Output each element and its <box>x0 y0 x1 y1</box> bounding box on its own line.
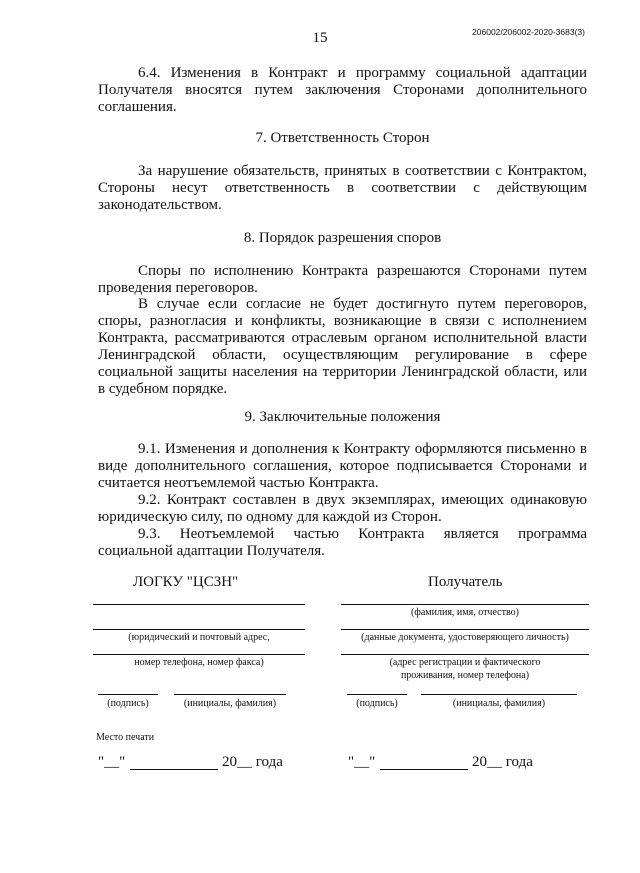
section-9-heading: 9. Заключительные положения <box>244 409 441 425</box>
agency-title: ЛОГКУ "ЦСЗН" <box>133 574 239 590</box>
clause-9-1: 9.1. Изменения и дополнения к Контракту оформляются письменно в виде дополнительного соглашения, которое подписывается Сторонами и считается неотъемлемой частью Контракта. <box>98 441 587 491</box>
recipient-document-line <box>341 629 589 630</box>
clause-8-2: В случае если согласие не будет достигнуто путем переговоров, споры, разногласия и конфликты, возникающие в связи с исполнением Контракта, рассматриваются отраслевым органом исполнительной власти Ленинградской области, осуществляющим регулирование в сфере социальной защиты населения на территории Ленинградской области, или в судебном порядке. <box>98 296 587 397</box>
recipient-date-year: 20__ года <box>472 754 533 770</box>
recipient-address-caption-1: (адрес регистрации и фактического <box>389 657 541 668</box>
agency-date-day: "__" <box>98 754 126 770</box>
agency-name-line <box>93 604 305 605</box>
section-8-heading: 8. Порядок разрешения споров <box>243 230 442 246</box>
agency-address-line <box>93 629 305 630</box>
agency-signature-caption: (подпись) <box>107 698 149 709</box>
agency-initials-caption: (инициалы, фамилия) <box>183 698 277 709</box>
clause-6-4: 6.4. Изменения в Контракт и программу социальной адаптации Получателя вносятся путем заключения Сторонами дополнительного соглашения. <box>98 65 587 115</box>
recipient-name-line <box>341 604 589 605</box>
recipient-address-caption-2: проживания, номер телефона) <box>400 670 530 681</box>
section-7-heading: 7. Ответственность Сторон <box>255 130 430 146</box>
recipient-name-caption: (фамилия, имя, отчество) <box>411 607 519 618</box>
agency-address-caption: (юридический и почтовый адрес, <box>128 632 270 643</box>
recipient-signature-line <box>347 694 407 695</box>
recipient-initials-line <box>421 694 577 695</box>
recipient-signature-caption: (подпись) <box>356 698 398 709</box>
stamp-place-label: Место печати <box>96 732 155 743</box>
recipient-document-caption: (данные документа, удостоверяющего личность) <box>361 632 569 643</box>
agency-phone-caption: номер телефона, номер факса) <box>134 657 264 668</box>
agency-initials-line <box>174 694 286 695</box>
recipient-date-day: "__" <box>348 754 376 770</box>
recipient-date-month-line <box>380 769 468 770</box>
recipient-address-line <box>341 654 589 655</box>
agency-date-year: 20__ года <box>222 754 283 770</box>
agency-signature-line <box>98 694 158 695</box>
recipient-title: Получатель <box>428 574 503 590</box>
clause-7: За нарушение обязательств, принятых в соответствии с Контрактом, Стороны несут ответственность в соответствии с действующим законодательством. <box>98 163 587 213</box>
clause-9-2: 9.2. Контракт составлен в двух экземплярах, имеющих одинаковую юридическую силу, по одному для каждой из Сторон. <box>98 492 587 525</box>
page-number: 15 <box>312 30 328 46</box>
recipient-initials-caption: (инициалы, фамилия) <box>452 698 546 709</box>
agency-date-month-line <box>130 769 218 770</box>
agency-phone-line <box>93 654 305 655</box>
clause-9-3: 9.3. Неотъемлемой частью Контракта является программа социальной адаптации Получателя. <box>98 526 587 559</box>
document-id: 206002/206002-2020-3683(3) <box>472 27 585 37</box>
clause-8-1: Споры по исполнению Контракта разрешаются Сторонами путем проведения переговоров. <box>98 263 587 296</box>
